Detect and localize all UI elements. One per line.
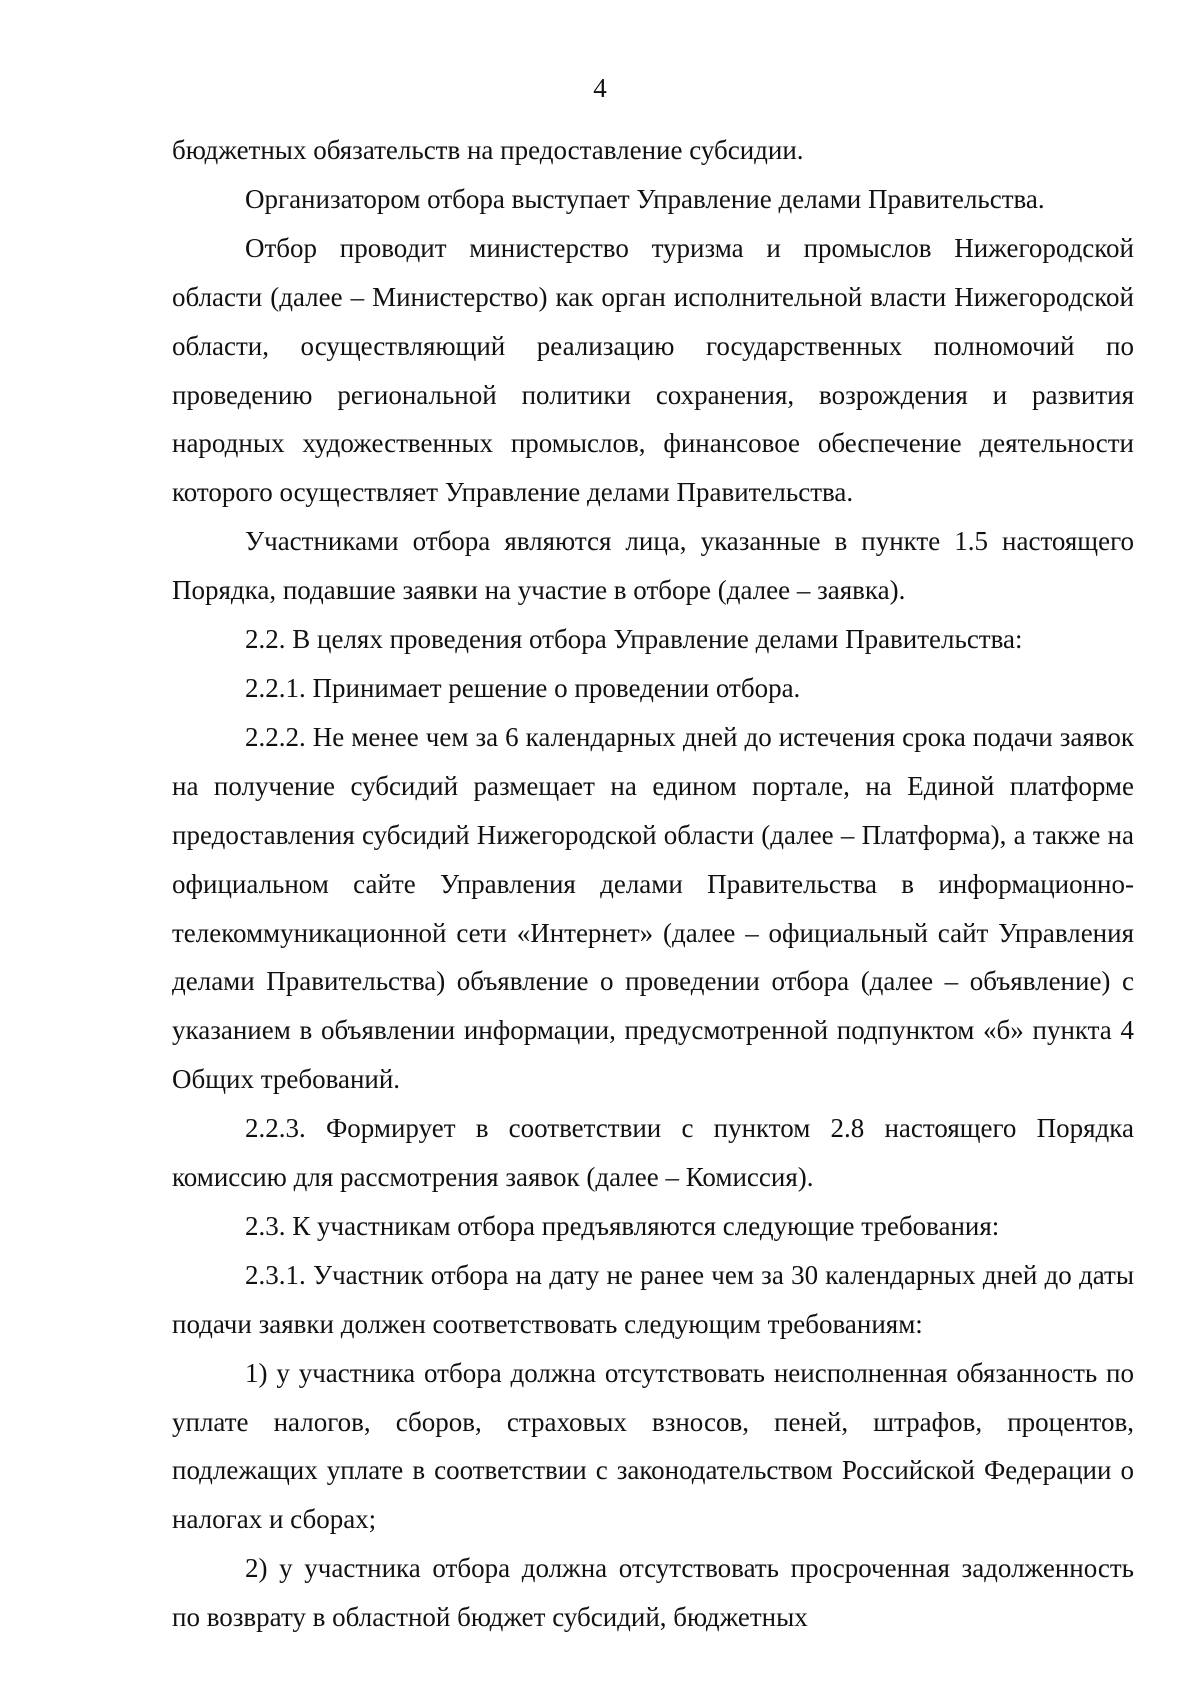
page-number: 4 bbox=[593, 73, 607, 103]
paragraph-2-2-3: 2.2.3. Формирует в соответствии с пунктом 2.8 настоящего Порядка комиссию для рассмотрения заявок (далее – Комиссия). bbox=[172, 1113, 1134, 1193]
document-body bbox=[172, 126, 1134, 1642]
list-item-1: 1) у участника отбора должна отсутствовать неисполненная обязанность по уплате налогов, сборов, страховых взносов, пеней, штрафов, процентов, подлежащих уплате в соответствии с законодательством Российской Федерации о налогах и сборах; bbox=[172, 1357, 1134, 1535]
paragraph-2-2-2: 2.2.2. Не менее чем за 6 календарных дней до истечения срока подачи заявок на получение субсидий размещает на едином портале, на Единой платформе предоставления субсидий Нижегородской области (далее – Платформа), а также на официальном сайте Управления делами Правительства в информационно-телекоммуникационной сети «Интернет» (далее – официальный сайт Управления делами Правительства) объявление о проведении отбора (далее – объявление) с указанием в объявлении информации, предусмотренной подпунктом «б» пункта 4 Общих требований. bbox=[172, 721, 1134, 1095]
paragraph-2-3-1: 2.3.1. Участник отбора на дату не ранее чем за 30 календарных дней до даты подачи заявки должен соответствовать следующим требованиям: bbox=[172, 1259, 1134, 1339]
paragraph-2-2: 2.2. В целях проведения отбора Управление делами Правительства: bbox=[245, 624, 1023, 655]
paragraph-continuation: бюджетных обязательств на предоставление субсидии. bbox=[172, 135, 804, 165]
paragraph-2-3: 2.3. К участникам отбора предъявляются следующие требования: bbox=[245, 1210, 1000, 1241]
paragraph-organizer: Организатором отбора выступает Управление делами Правительства. bbox=[245, 183, 1045, 214]
paragraph-ministry: Отбор проводит министерство туризма и промыслов Нижегородской области (далее – Министерство) как орган исполнительной власти Нижегородской области, осуществляющий реализацию государственных полномочий по проведению региональной политики сохранения, возрождения и развития народных художественных промыслов, финансовое обеспечение деятельности которого осуществляет Управление делами Правительства. bbox=[172, 232, 1134, 508]
list-item-2: 2) у участника отбора должна отсутствовать просроченная задолженность по возврату в областной бюджет субсидий, бюджетных bbox=[172, 1553, 1134, 1633]
paragraph-2-2-1: 2.2.1. Принимает решение о проведении отбора. bbox=[245, 672, 801, 703]
paragraph-participants: Участниками отбора являются лица, указанные в пункте 1.5 настоящего Порядка, подавшие заявки на участие в отборе (далее – заявка). bbox=[172, 526, 1134, 606]
